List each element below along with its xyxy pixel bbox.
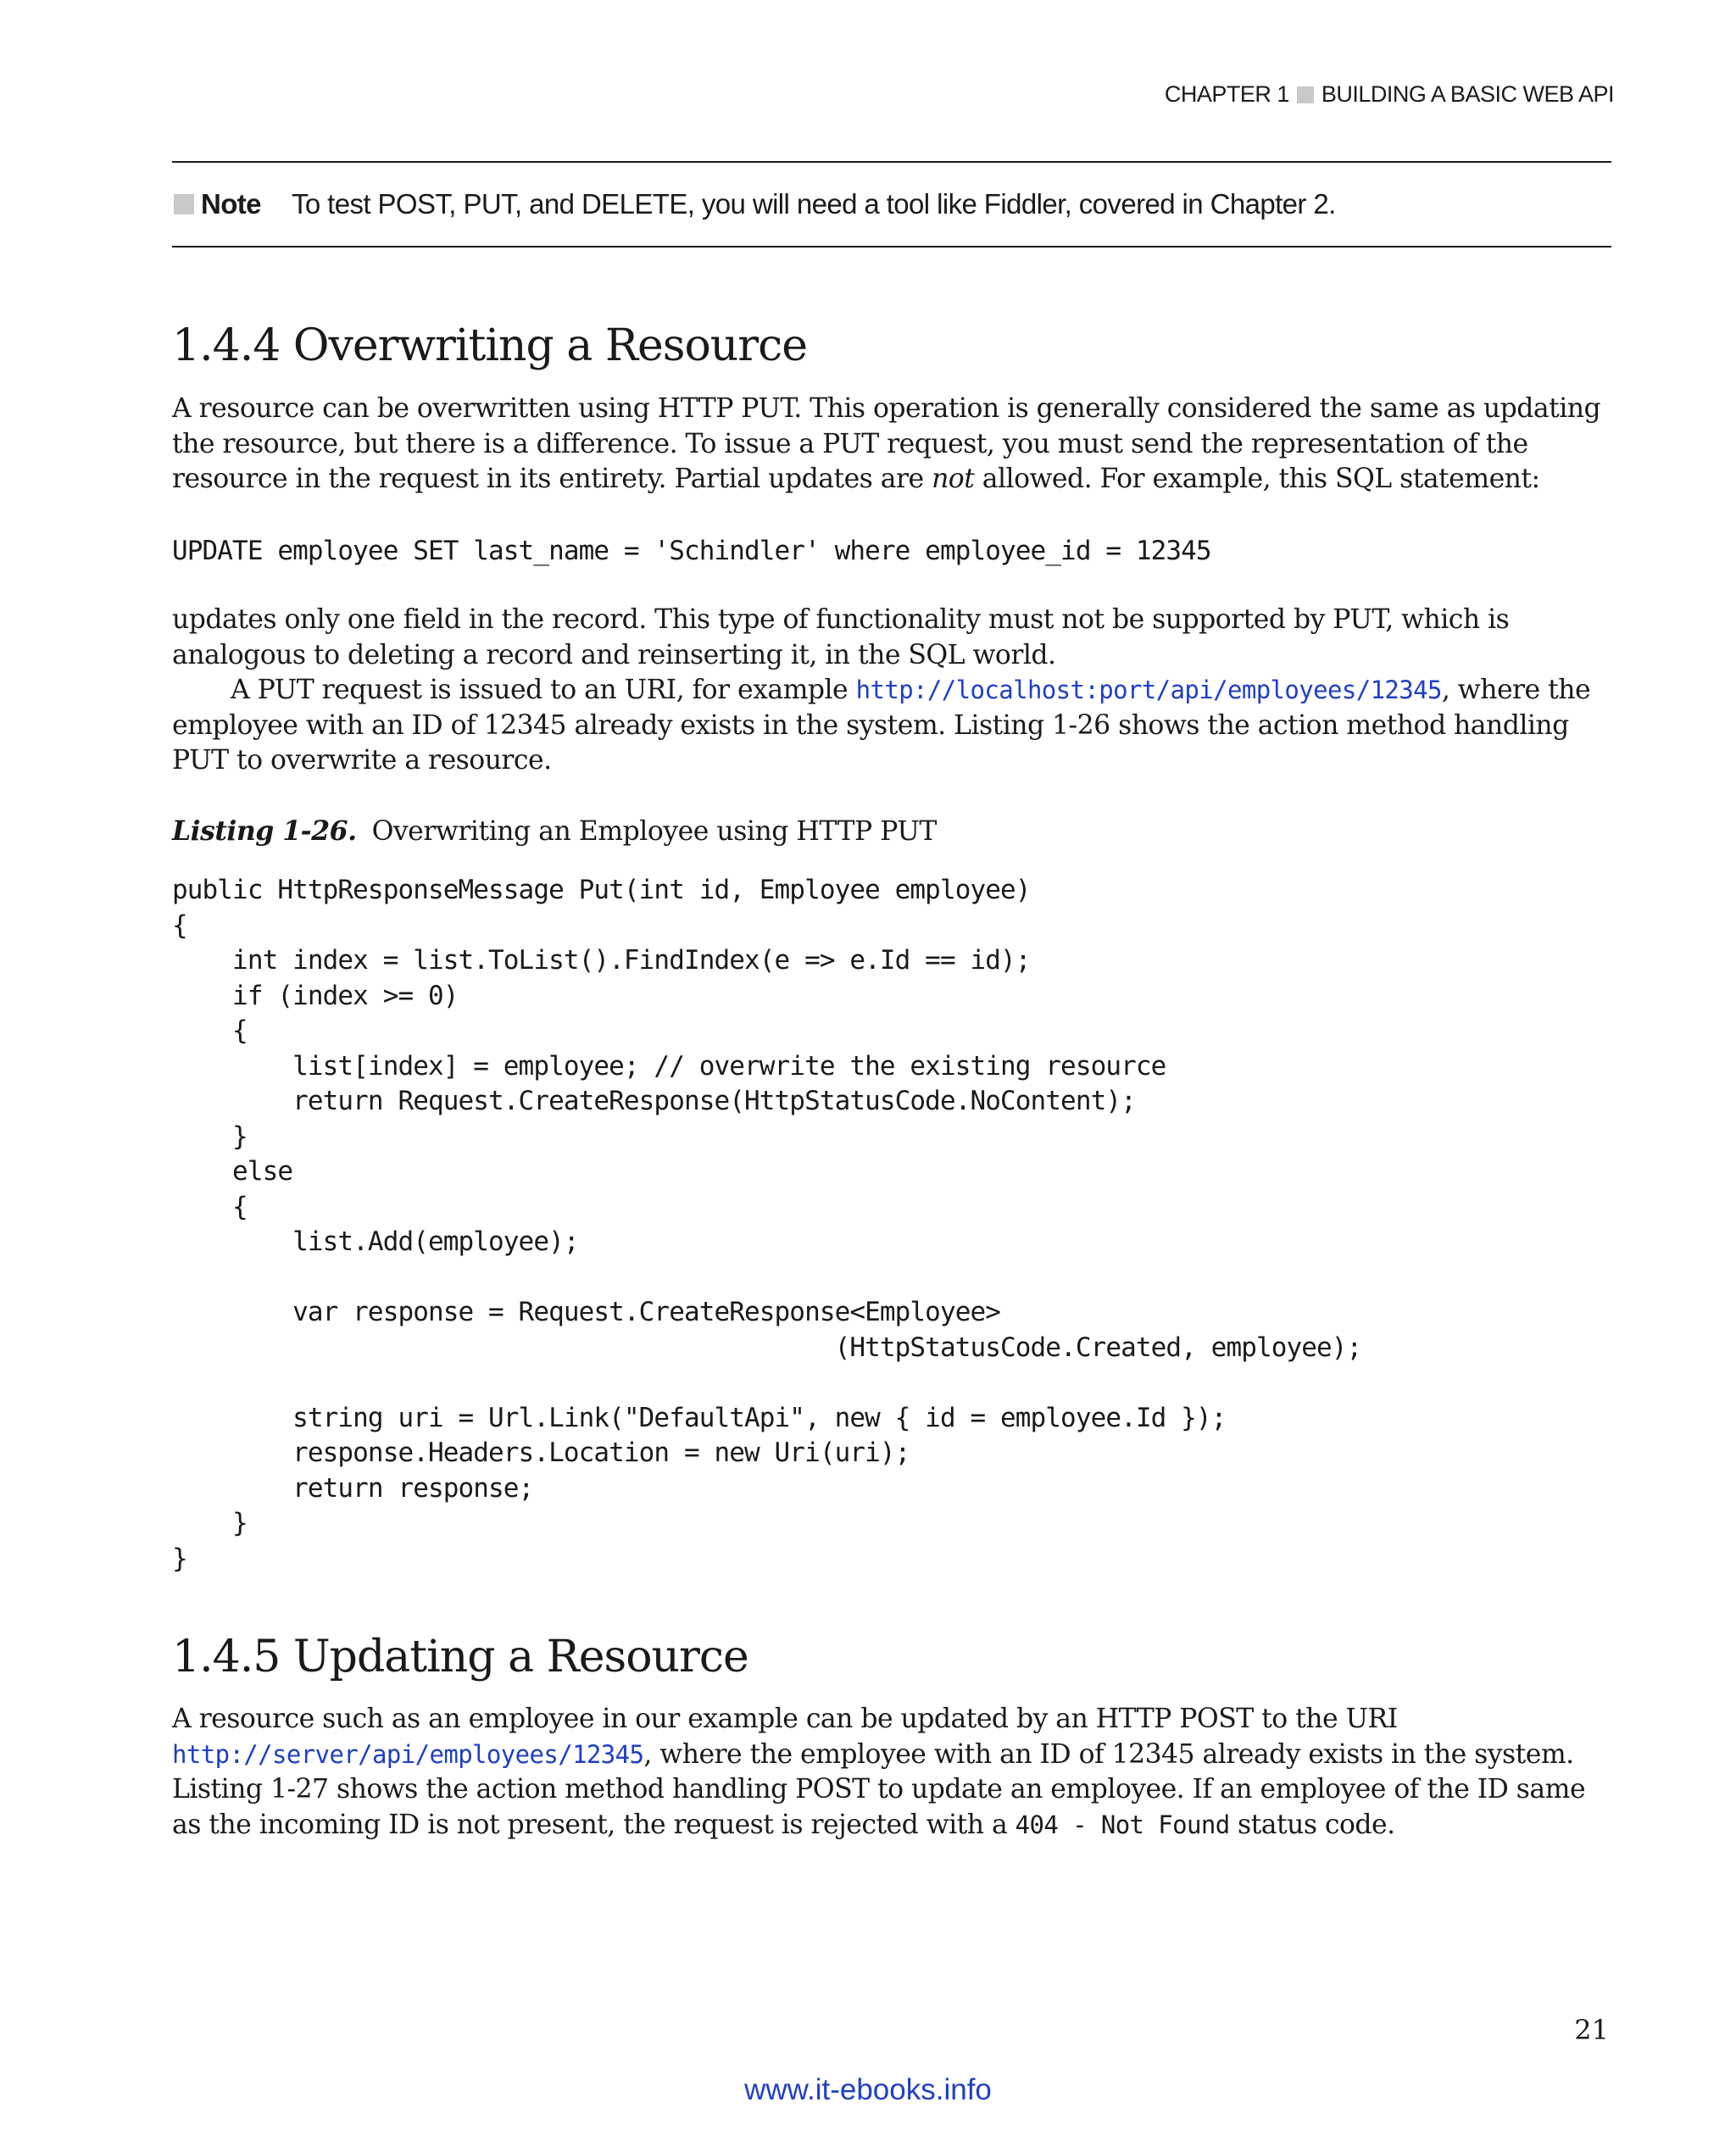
- paragraph-put-explanation: [172, 603, 1622, 779]
- localhost-employees-link[interactable]: http://localhost:port/api/employees/12345: [855, 676, 1442, 704]
- text-run: A resource can be overwritten using HTTP PUT. This operation is generally considered the same as updating the resource, but there is a difference. To issue a PUT request, you must send the representation of the resource in the request in its entirety. Partial updates are: [172, 393, 1601, 494]
- listing-label: Listing 1-26.: [172, 815, 357, 847]
- note-box: [172, 161, 1611, 247]
- square-bullet-icon: [1297, 86, 1314, 103]
- paragraph-post-update: [172, 1702, 1622, 1843]
- indent: [172, 675, 231, 705]
- text-run: A resource such as an employee in our example can be updated by an HTTP POST to the URI: [172, 1704, 1398, 1734]
- status-code-404: 404 - Not Found: [1015, 1810, 1230, 1839]
- emphasis-not: not: [932, 464, 975, 494]
- chapter-label: CHAPTER 1: [1164, 81, 1289, 107]
- text-run: , where the employee with an ID of 12345 already exists in the system. Listing 1-27 shows the action method handling POST to update an employee. If an employee of the ID same as the incoming ID is not present, the request is rejected with a: [172, 1738, 1586, 1840]
- note-text: To test POST, PUT, and DELETE, you will need a tool like Fiddler, covered in Chapter 2.: [291, 188, 1336, 220]
- text-run: updates only one field in the record. This type of functionality must not be supported by PUT, which is analogous to deleting a record and reinserting it, in the SQL world.: [172, 604, 1510, 670]
- code-listing-put: public HttpResponseMessage Put(int id, Employee employee) { int index = list.ToList().FindIndex(e => e.Id == id); if (index >= 0) { list[index] = employee; // overwrite the existing resource return Request.CreateResponse(HttpStatusCode.NoContent); } else { list.Add(employee); var response = Request.CreateResponse<Employee> (HttpStatusCode.Created, employee); string uri = Url.Link("DefaultApi", new { id = employee.Id }); response.Headers.Location = new Uri(uri); return response; } }: [172, 875, 1362, 1574]
- text-run: A PUT request is issued to an URI, for example: [231, 675, 856, 705]
- section-heading-overwriting: 1.4.4 Overwriting a Resource: [172, 320, 808, 371]
- server-employees-link[interactable]: http://server/api/employees/12345: [172, 1739, 644, 1769]
- page-number: 21: [1574, 2014, 1609, 2046]
- text-run: allowed. For example, this SQL statement:: [974, 464, 1540, 494]
- note-label: Note: [201, 188, 261, 220]
- chapter-title: BUILDING A BASIC WEB API: [1321, 81, 1614, 107]
- square-bullet-icon: [174, 194, 194, 214]
- running-header: [1165, 81, 1614, 108]
- listing-title: Overwriting an Employee using HTTP PUT: [371, 816, 937, 847]
- listing-caption: [172, 815, 937, 847]
- section-heading-updating: 1.4.5 Updating a Resource: [172, 1632, 748, 1682]
- paragraph-put-intro: [172, 392, 1622, 498]
- text-run: , where the employee with an ID of 12345 already exists in the system. Listing 1-26 shows the action method handling PUT to overwrite a resource.: [172, 675, 1591, 776]
- text-run: status code.: [1229, 1809, 1395, 1840]
- sql-statement: UPDATE employee SET last_name = 'Schindler' where employee_id = 12345: [172, 536, 1211, 566]
- footer-url-link[interactable]: www.it-ebooks.info: [744, 2073, 992, 2106]
